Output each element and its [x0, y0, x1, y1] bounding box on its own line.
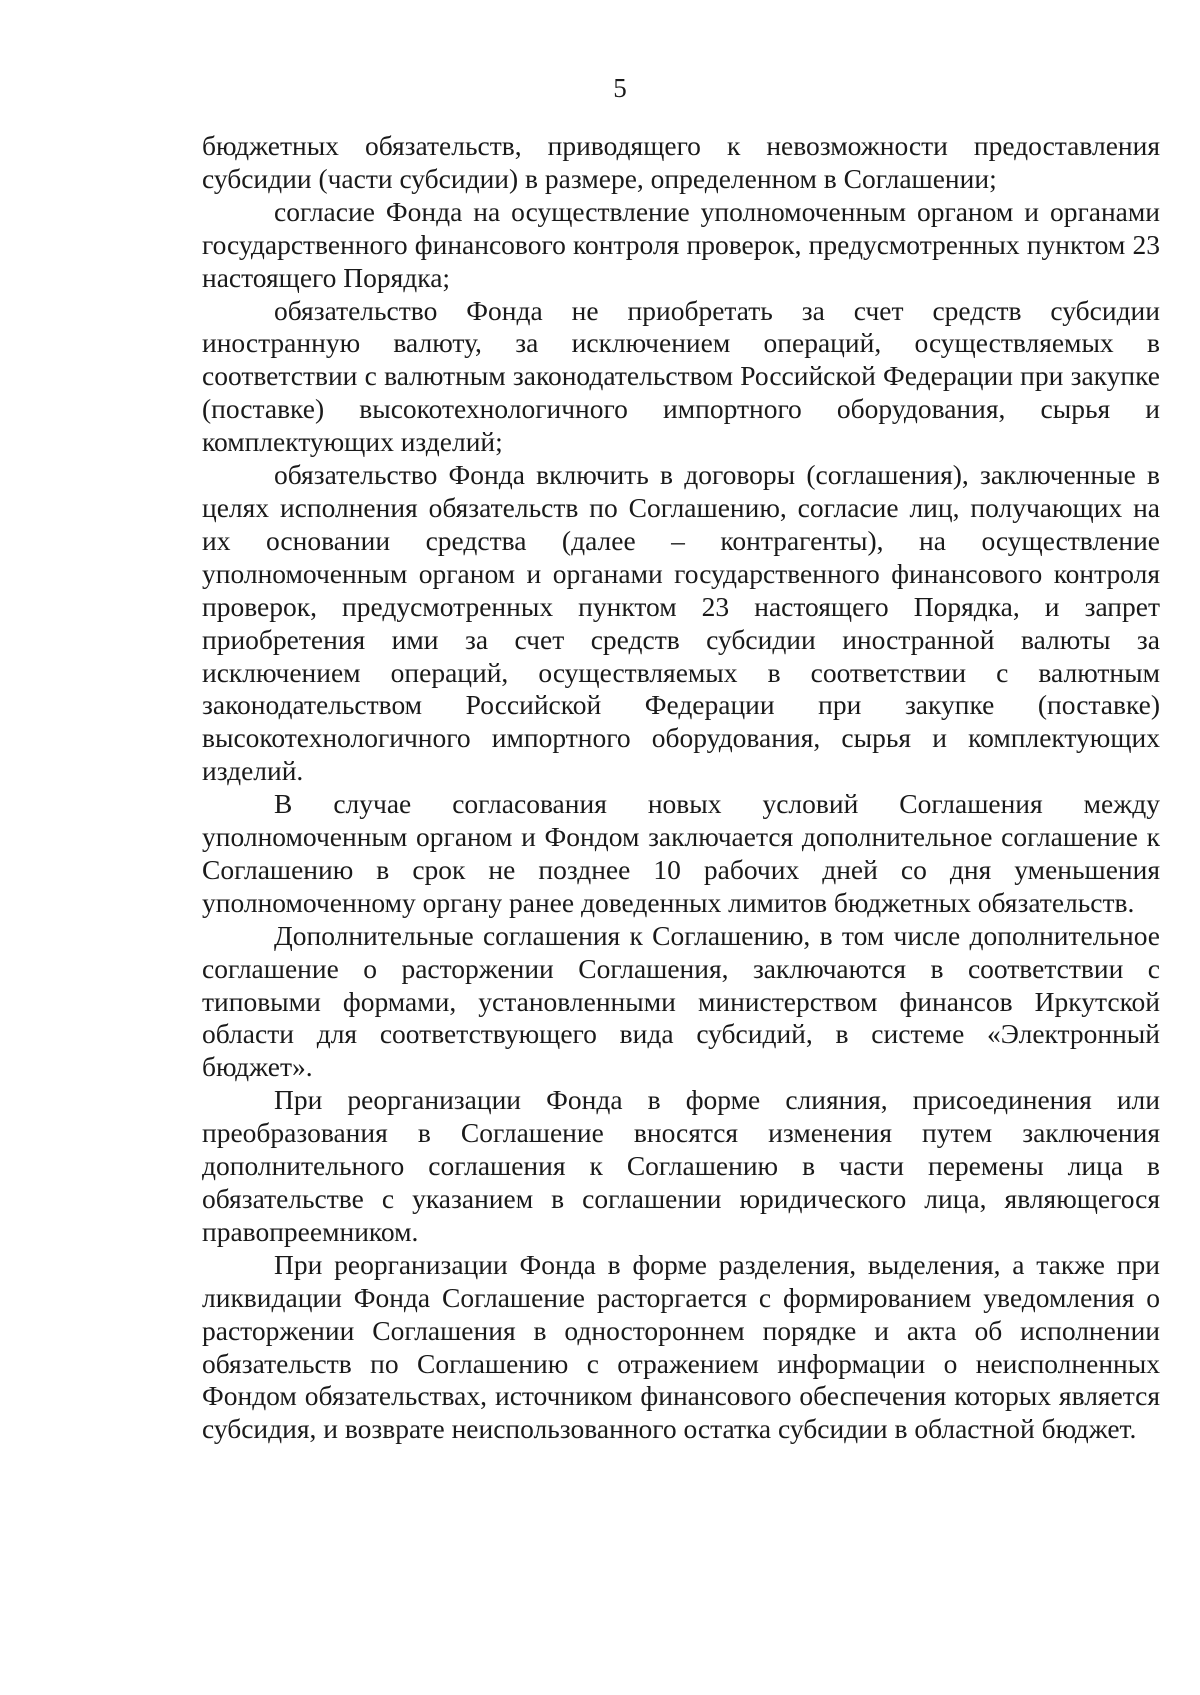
- paragraph: В случае согласования новых условий Соглашения между уполномоченным органом и Фондом заключается дополнительное соглашение к Соглашению в срок не позднее 10 рабочих дней со дня уменьшения уполномоченному органу ранее доведенных лимитов бюджетных обязательств.: [202, 788, 1160, 918]
- paragraph: При реорганизации Фонда в форме разделения, выделения, а также при ликвидации Фонда Соглашение расторгается с формированием уведомления о расторжении Соглашения в одностороннем порядке и акта об исполнении обязательств по Соглашению с отражением информации о неисполненных Фондом обязательствах, источником финансового обеспечения которых является субсидия, и возврате неиспользованного остатка субсидии в областной бюджет.: [202, 1248, 1160, 1445]
- paragraph: При реорганизации Фонда в форме слияния, присоединения или преобразования в Соглашение вносятся изменения путем заключения дополнительного соглашения к Соглашению в части перемены лица в обязательстве с указанием в соглашении юридического лица, являющегося правопреемником.: [202, 1084, 1160, 1247]
- paragraph: Дополнительные соглашения к Соглашению, в том числе дополнительное соглашение о расторжении Соглашения, заключаются в соответствии с типовыми формами, установленными министерством финансов Иркутской области для соответствующего вида субсидий, в системе «Электронный бюджет».: [202, 919, 1160, 1083]
- paragraph: согласие Фонда на осуществление уполномоченным органом и органами государственного финансового контроля проверок, предусмотренных пунктом 23 настоящего Порядка;: [202, 195, 1160, 293]
- paragraph: обязательство Фонда не приобретать за счет средств субсидии иностранную валюту, за исключением операций, осуществляемых в соответствии с валютным законодательством Российской Федерации при закупке (поставке) высокотехнологичного импортного оборудования, сырья и комплектующих изделий;: [202, 294, 1160, 458]
- paragraph: бюджетных обязательств, приводящего к невозможности предоставления субсидии (части субсидии) в размере, определенном в Соглашении;: [202, 130, 1160, 194]
- document-body: [202, 130, 1160, 1446]
- paragraph: обязательство Фонда включить в договоры (соглашения), заключенные в целях исполнения обязательств по Соглашению, согласие лиц, получающих на их основании средства (далее – контрагенты), на осуществление уполномоченным органом и органами государственного финансового контроля проверок, предусмотренных пунктом 23 настоящего Порядка, и запрет приобретения ими за счет средств субсидии иностранной валюты за исключением операций, осуществляемых в соответствии с валютным законодательством Российской Федерации при закупке (поставке) высокотехнологичного импортного оборудования, сырья и комплектующих изделий.: [202, 459, 1160, 787]
- page-number: 5: [613, 73, 627, 103]
